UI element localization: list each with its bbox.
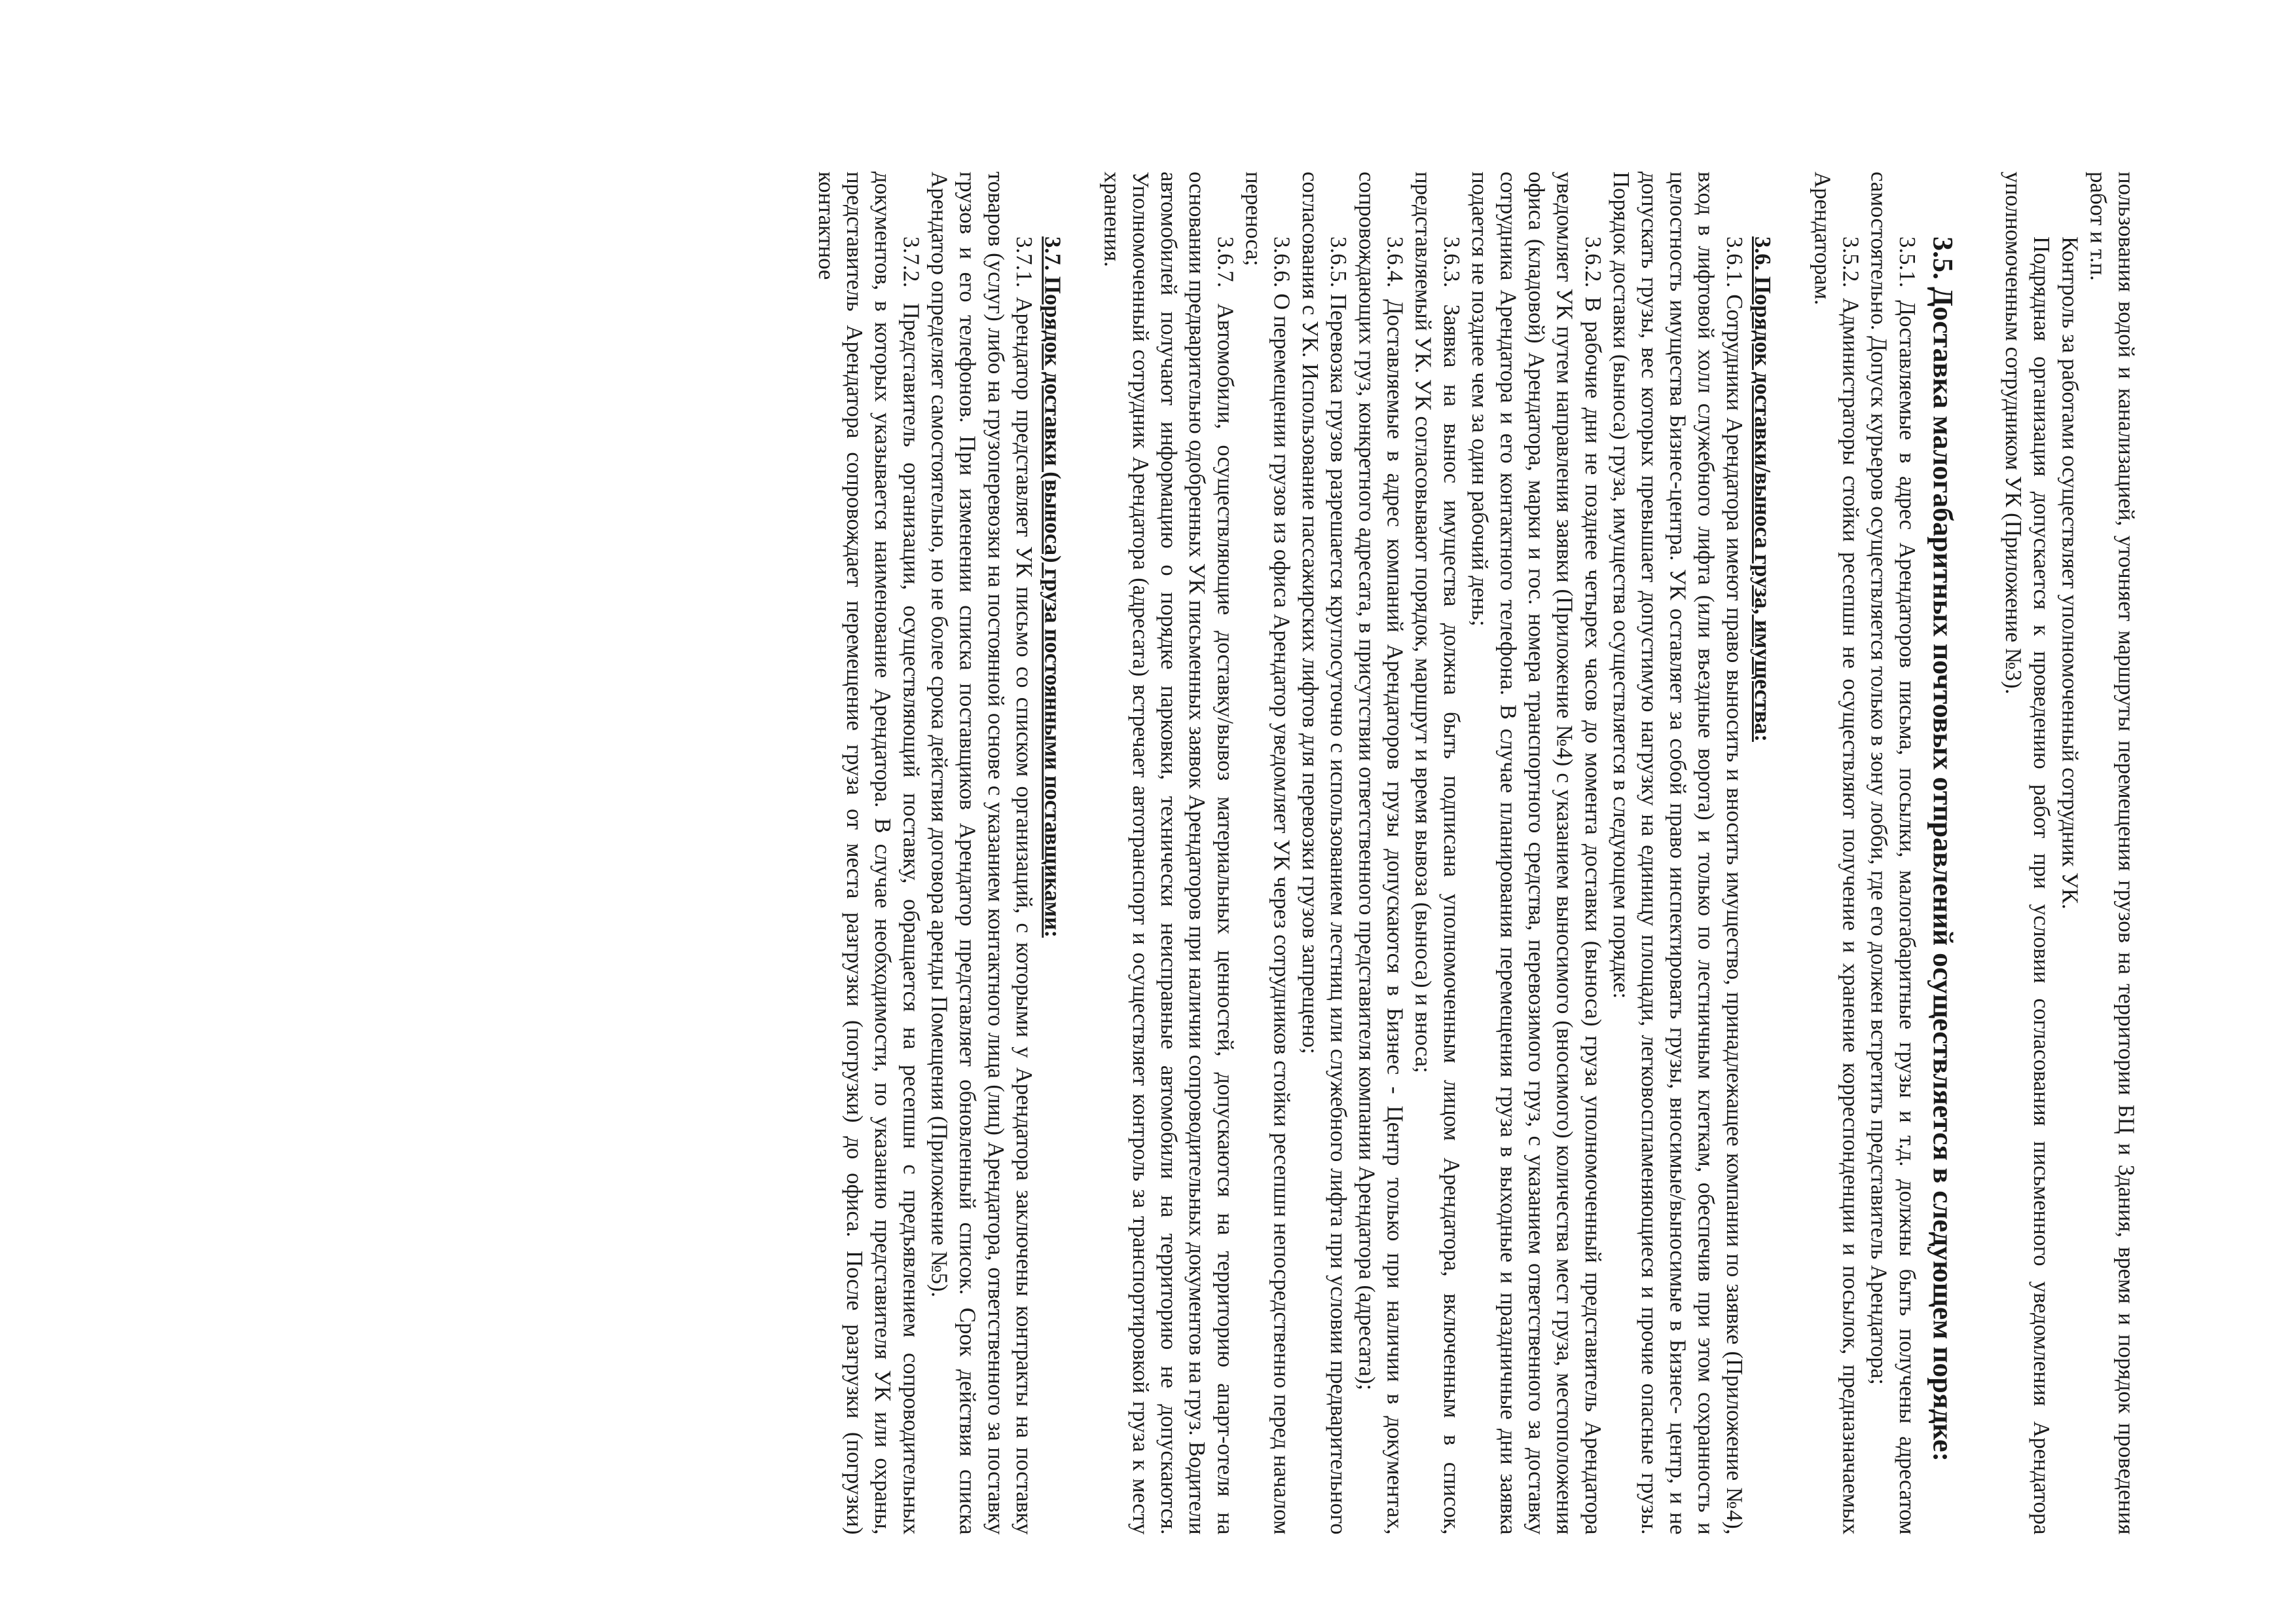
paragraph-3-7-1: 3.7.1. Арендатор представляет УК письмо со списком организаций, с которыми у Арендатора заключены контракты на поставку товаров (услуг) либо на грузоперевозки на постоянной основе с указанием контактного лица (лиц) Арендатора, ответственного за поставку грузов и его телефонов. При изменении списка поставщиков Арендатор представляет обновленный список. Срок действия списка Арендатор определяет самостоятельно, но не более срока действия договора аренды Помещения (Приложение №5). bbox=[926, 172, 1038, 1535]
paragraph-3-6-3: 3.6.3. Заявка на вынос имущества должна быть подписана уполномоченным лицом Арендатора, включенным в список, представляемый УК. УК согласовывают порядок, маршрут и время вывоза (выноса) и вноса; bbox=[1410, 172, 1465, 1535]
paragraph-3-6-4: 3.6.4. Доставляемые в адрес компаний Арендаторов грузы допускаются в Бизнес - Центр только при наличии в документах, сопровождающих груз, конкретного адресата, в присутствии ответственного представителя компании Арендатора (адресата); bbox=[1354, 172, 1408, 1535]
paragraph-3-5-2: 3.5.2. Администраторы стойки ресепшн не осуществляют получение и хранение корреспонденции и посылок, предназначаемых Арендаторам. bbox=[1810, 172, 1864, 1535]
section-3-7-heading: 3.7. Порядок доставки (выноса) груза постоянными поставщиками: bbox=[1040, 236, 1066, 938]
paragraph-3-7-2: 3.7.2. Представитель организации, осуществляющий поставку, обращается на ресепшн с предъявлением сопроводительных документов, в которых указывается наименование Арендатора. В случае необходимости, по указанию представителя УК или охраны, представитель Арендатора сопровождает перемещение груза от места разгрузки (погрузки) до офиса. После разгрузки (погрузки) контактное bbox=[813, 172, 924, 1535]
section-3-6-heading: 3.6. Порядок доставки/выноса груза, имущества: bbox=[1750, 236, 1776, 742]
paragraph-3-6-1: 3.6.1. Сотрудники Арендатора имеют право выносить и вносить имущество, принадлежащее компании по заявке (Приложение №4), вход в лифтовой холл служебного лифта (или въездные ворота) и только по лестничным клеткам, обеспечив при этом сохранность и целостность имущества Бизнес-центра. УК оставляет за собой право инспектировать грузы, вносимые/выносимые в Бизнес- центр, и не допускать грузы, вес которых превышает допустимую нагрузку на единицу площади, легковоспламеняющиеся и прочие опасные грузы. Порядок доставки (выноса) груза, имущества осуществляется в следующем порядке: bbox=[1609, 172, 1747, 1535]
continuation-line-3: Подрядная организация допускается к проведению работ при условии согласования письменного уведомления Арендатора уполномоченным сотрудником УК (Приложение №3). bbox=[2001, 172, 2055, 1535]
paragraph-3-6-6: 3.6.6. О перемещении грузов из офиса Арендатор уведомляет УК через сотрудников стойки ресепшн непосредственно перед началом переноса; bbox=[1241, 172, 1295, 1535]
paragraph-3-6-2: 3.6.2. В рабочие дни не позднее четырех часов до момента доставки (выноса) груза уполномоченный представитель Арендатора уведомляет УК путем направления заявки (Приложение №4) с указанием выносимого (вносимого) количества мест груза, местоположения офиса (кладовой) Арендатора, марки и гос. номера транспортного средства, перевозимого груз, с указанием ответственного за доставку сотрудника Арендатора и его контактного телефона. В случае планирования перемещения груза в выходные и праздничные дни заявка подается не позднее чем за один рабочий день; bbox=[1467, 172, 1606, 1535]
paragraph-3-6-5: 3.6.5. Перевозка грузов разрешается круглосуточно с использованием лестниц или служебного лифта при условии предварительного согласования с УК. Использование пассажирских лифтов для перевозки грузов запрещено; bbox=[1298, 172, 1352, 1535]
paragraph-3-6-7: 3.6.7. Автомобили, осуществляющие доставку/вывоз материальных ценностей, допускаются на территорию апарт-отеля на основании предварительно одобренных УК письменных заявок Арендаторов при наличии сопроводительных документов на груз. Водители автомобилей получают информацию о порядке парковки, технически неисправные автомобили на территорию не допускаются. Уполномоченный сотрудник Арендатора (адресата) встречает автотранспорт и осуществляет контроль за транспортировкой груза к месту хранения. bbox=[1099, 172, 1239, 1535]
paragraph-3-5-1: 3.5.1. Доставляемые в адрес Арендаторов письма, посылки, малогабаритные грузы и т.д. должны быть получены адресатом самостоятельно. Допуск курьеров осуществляется только в зону лобби, где его должен встретить представитель Арендатора; bbox=[1866, 172, 1920, 1535]
document-body bbox=[812, 172, 2141, 1535]
continuation-line-2: Контроль за работами осуществляет уполномоченный сотрудник УК. bbox=[2057, 236, 2083, 910]
continuation-line-1: пользования водой и канализацией, уточняет маршруты перемещения грузов на территории БЦ и Здания, время и порядок проведения работ и т.п. bbox=[2085, 172, 2140, 1535]
section-3-5-heading: 3.5. Доставка малогабаритных почтовых отправлений осуществляется в следующем порядке: bbox=[1927, 236, 1959, 1462]
